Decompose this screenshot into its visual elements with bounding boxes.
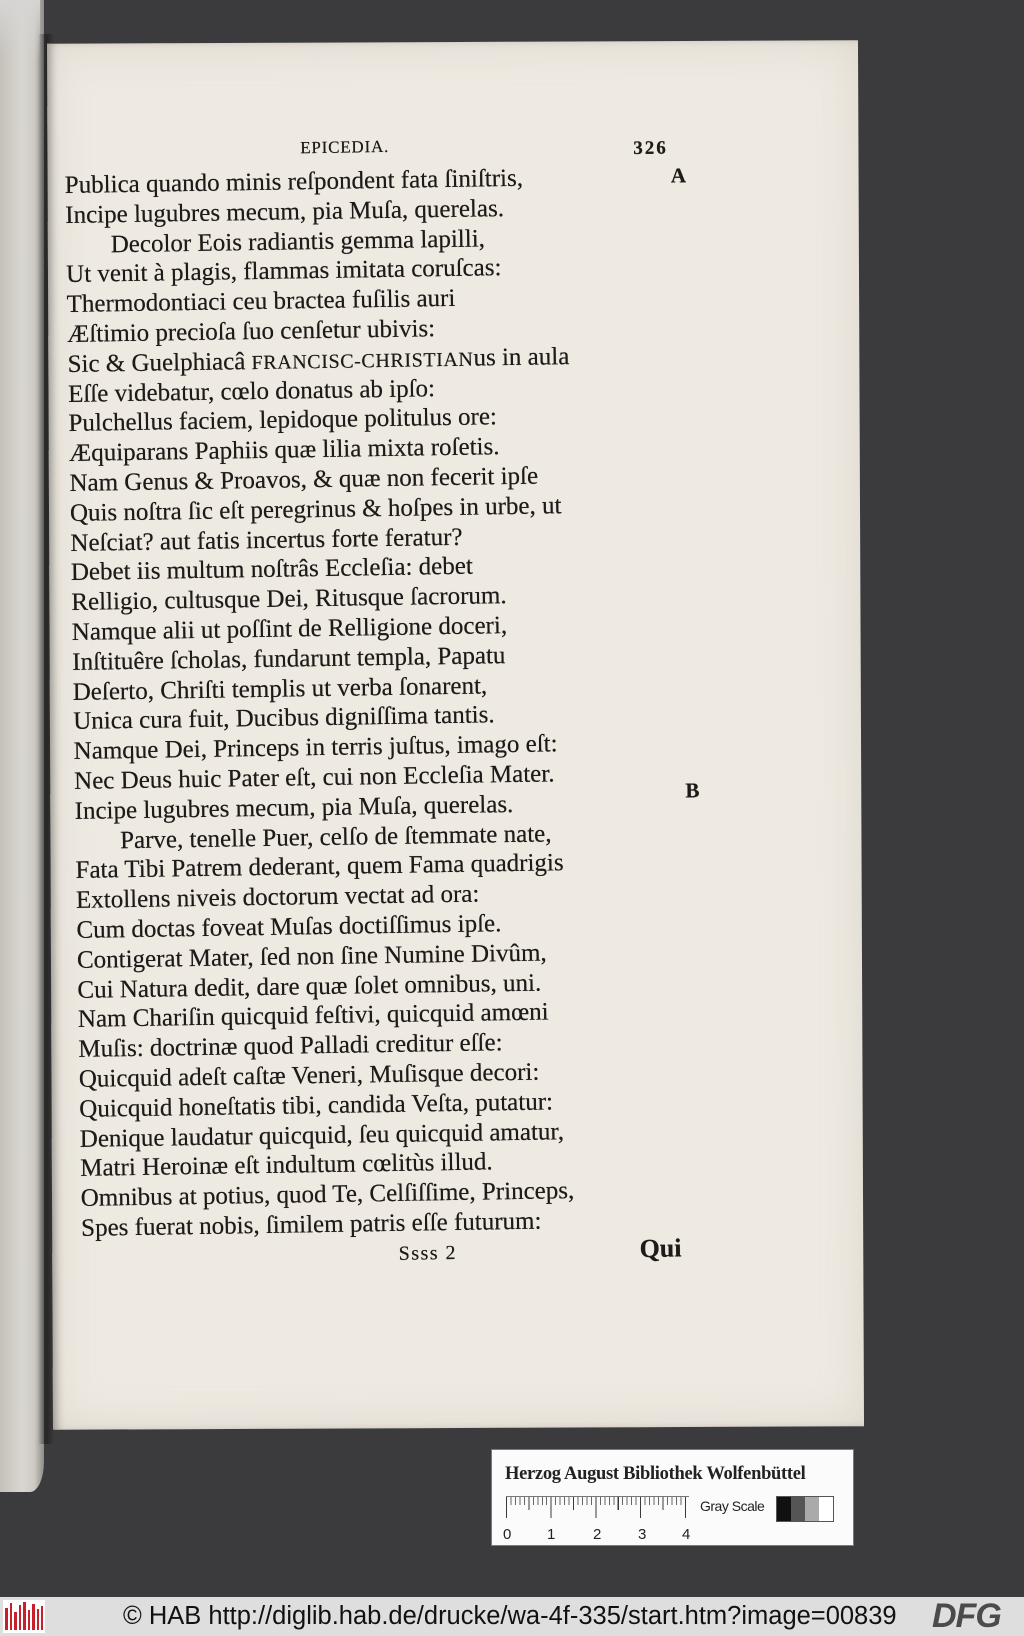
margin-letter-b: B xyxy=(685,778,700,803)
previous-leaf-highlight xyxy=(0,0,40,60)
scale-number: 2 xyxy=(593,1526,602,1543)
scale-number: 4 xyxy=(682,1526,691,1543)
library-name: Herzog August Bibliothek Wolfenbüttel xyxy=(505,1464,806,1484)
verse-line: Quis noſtra ſic eſt peregrinus & hoſpes in urbe, ut xyxy=(69,491,562,527)
verse-line: Quicquid adeſt caſtæ Veneri, Muſisque decori: xyxy=(78,1058,540,1093)
verse-line: Parve, tenelle Puer, celſo de ſtemmate nate, xyxy=(119,819,552,854)
verse-line: Nam Genus & Proavos, & quæ non fecerit ipſe xyxy=(69,462,539,497)
verse-line: Æſtimio precioſa ſuo cenſetur ubivis: xyxy=(66,315,436,348)
verse-line: Matri Heroinæ eſt indultum cœlitùs illud. xyxy=(80,1148,493,1183)
verse-line: Omnibus at potius, quod Te, Celſiſſime, Princeps, xyxy=(80,1177,575,1212)
verse-line: Æquiparans Paphiis quæ lilia mixta roſetis. xyxy=(68,433,500,468)
gray-scale-swatches xyxy=(776,1496,834,1522)
verse-line: Pulchellus faciem, lepidoque politulus ore: xyxy=(68,403,498,438)
color-target-card xyxy=(491,1449,854,1546)
gray-scale-label: Gray Scale xyxy=(700,1498,765,1514)
verse-line: Neſciat? aut fatis incertus forte feratur? xyxy=(70,523,463,557)
verse-line: Eſſe videbatur, cœlo donatus ab ipſo: xyxy=(67,374,436,408)
scale-number: 3 xyxy=(638,1526,647,1543)
verse-line: Inſtituêre ſcholas, fundarunt templa, Papatu xyxy=(72,641,506,676)
verse-line: Muſis: doctrinæ quod Palladi creditur eſſe: xyxy=(78,1029,503,1063)
page-text-block xyxy=(64,124,772,1295)
verse-block xyxy=(65,162,682,1244)
signature-mark: Ssss 2 xyxy=(398,1241,458,1265)
gray-swatch-white xyxy=(819,1497,833,1521)
gray-swatch-black xyxy=(777,1497,791,1521)
gray-swatch-dark xyxy=(791,1497,805,1521)
footer-bar xyxy=(0,1597,1024,1636)
verse-line: Spes fuerat nobis, ſimilem patris eſſe futurum: xyxy=(80,1207,542,1242)
verse-line: Denique laudatur quicquid, ſeu quicquid amatur, xyxy=(79,1117,565,1153)
verse-line: Nec Deus huic Pater eſt, cui non Eccleſia Mater. xyxy=(73,760,555,795)
verse-line: Extollens niveis doctorum vectat ad ora: xyxy=(75,880,480,915)
hab-logo-icon xyxy=(3,1600,45,1633)
verse-line: Cum doctas foveat Muſas doctiſſimus ipſe. xyxy=(76,910,502,944)
verse-line: Namque alii ut poſſint de Relligione doceri, xyxy=(71,612,508,646)
verse-line: Namque Dei, Princeps in terris juſtus, imago eſt: xyxy=(73,730,558,766)
catchword: Qui xyxy=(639,1233,682,1264)
scale-number: 1 xyxy=(547,1526,556,1543)
gray-swatch-light xyxy=(805,1497,819,1521)
copyright-url: © HAB http://diglib.hab.de/drucke/wa-4f-335/start.htm?image=00839 xyxy=(123,1602,897,1630)
dfg-logo: DFG xyxy=(932,1597,1001,1635)
verse-line: Unica cura fuit, Ducibus digniſſima tantis. xyxy=(73,701,495,736)
verse-line: Incipe lugubres mecum, pia Muſa, querelas. xyxy=(65,194,505,229)
verse-line: Incipe lugubres mecum, pia Muſa, querelas. xyxy=(74,790,514,825)
verse-line: Deſerto, Chriſti templis ut verba ſonarent, xyxy=(72,671,488,706)
verse-line: Nam Chariſin quicquid feſtivi, quicquid amœni xyxy=(77,998,549,1034)
margin-letter-a: A xyxy=(670,163,687,188)
scale-ruler xyxy=(506,1496,689,1518)
verse-line: Decolor Eois radiantis gemma lapilli, xyxy=(110,224,486,258)
verse-line: Relligio, cultusque Dei, Ritusque ſacrorum. xyxy=(71,582,507,617)
verse-line: Thermodontiaci ceu bractea fuſilis auri xyxy=(66,285,456,319)
running-head: EPICEDIA. xyxy=(300,136,390,158)
verse-text: us in aula xyxy=(473,342,570,372)
verse-text: Sic & Guelphiacâ xyxy=(67,347,246,378)
verse-line: Quicquid honeſtatis tibi, candida Veſta, putatur: xyxy=(79,1088,554,1123)
page-number: 326 xyxy=(633,137,668,160)
verse-line: Publica quando minis reſpondent fata ſiniſtris, xyxy=(64,164,524,199)
verse-line: Fata Tibi Patrem dederant, quem Fama quadrigis xyxy=(75,849,564,885)
scale-number: 0 xyxy=(503,1526,512,1543)
verse-line: Ut venit à plagis, flammas imitata coruſcas: xyxy=(65,254,502,289)
verse-line: Cui Natura dedit, dare quæ ſolet omnibus, uni. xyxy=(77,969,542,1004)
verse-line: Debet iis multum noſtrâs Eccleſia: debet xyxy=(70,552,474,587)
ducal-name-small-caps: FRANCISC-CHRISTIAN xyxy=(251,348,474,374)
verse-line: Contigerat Mater, ſed non ſine Numine Divûm, xyxy=(76,939,547,974)
